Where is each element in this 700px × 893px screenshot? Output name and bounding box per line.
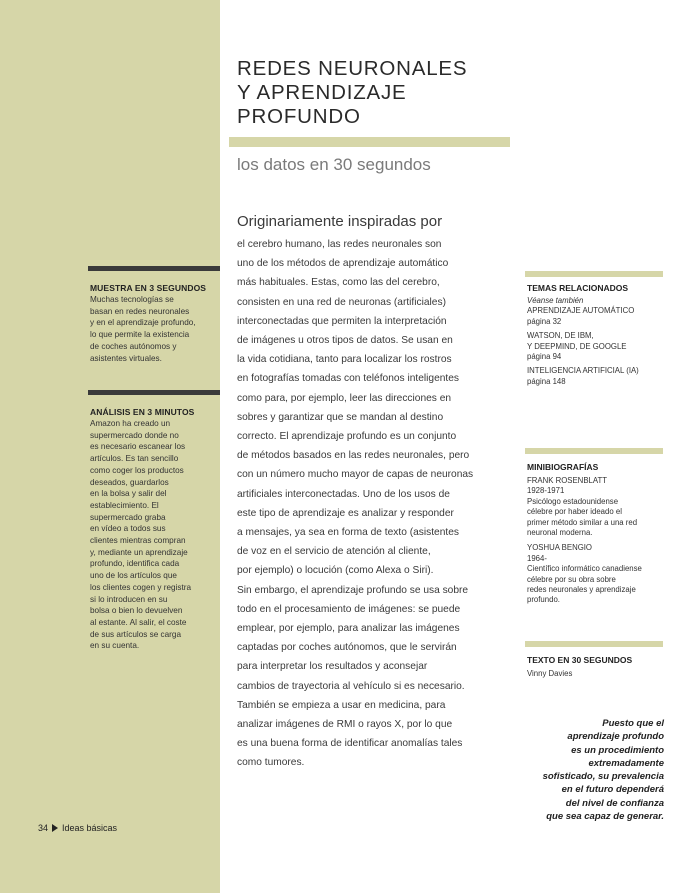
pull-quote <box>518 717 664 823</box>
bio-line: FRANK ROSENBLATT <box>527 476 608 485</box>
analisis-line: profundo, identifica cada <box>90 559 180 569</box>
analisis-line: uno de los artículos que <box>90 571 177 581</box>
sidebar-divider <box>88 266 220 271</box>
bio-line: YOSHUA BENGIO <box>527 543 592 553</box>
body-line: para interpretar los resultados y aconsejar <box>237 661 428 673</box>
analisis-line: en la bolsa y salir del <box>90 489 167 499</box>
quote-line: Puesto que el <box>602 718 664 729</box>
quote-line: sofisticado, su prevalencia <box>542 771 664 783</box>
body-line: cambios de trayectoria al vehículo si es necesario. <box>237 680 465 692</box>
muestra-line: de coches autónomos y <box>90 341 177 351</box>
muestra-line: basan en redes neuronales <box>90 306 190 316</box>
quote-line: del nivel de confianza <box>565 797 664 809</box>
right-divider <box>525 641 663 647</box>
body-line: captadas por coches autónomos, que le servirán <box>237 642 457 654</box>
body-line: interconectadas que permiten la interpretación <box>237 315 447 327</box>
temas-line: Y DEEPMIND, DE GOOGLE <box>527 341 627 351</box>
temas-body <box>527 296 639 387</box>
bio-line: primer método similar a una red <box>527 517 638 527</box>
right-divider <box>525 448 663 454</box>
body-line: todo en el procesamiento de imágenes: se puede <box>237 603 461 615</box>
body-line: analizar imágenes de RMI o rayos X, por lo que <box>237 719 453 731</box>
muestra-line: Muchas tecnologías se <box>90 295 174 304</box>
body-line: es una buena forma de identificar anomalías tales <box>237 738 463 750</box>
title-rule <box>229 137 510 147</box>
body-line: este tipo de aprendizaje es analizar y responder <box>237 507 454 519</box>
bio-line: 1964- <box>527 553 547 563</box>
temas-line: página 148 <box>527 376 566 386</box>
body-line: También se empieza a usar en medicina, para <box>237 699 446 711</box>
bio-line: 1928-1971 <box>527 486 565 496</box>
body-line: correcto. El aprendizaje profundo es un conjunto <box>237 431 457 443</box>
muestra-line: asistentes virtuales. <box>90 353 162 363</box>
body-line: de voz en el servicio de atención al cliente, <box>237 546 431 558</box>
page-title <box>237 57 517 129</box>
quote-line: es un procedimiento <box>571 744 664 756</box>
bio-line: neuronal moderna. <box>527 528 593 538</box>
texto-author: Vinny Davies <box>527 669 573 678</box>
analisis-line: bolsa o bien lo devuelven <box>90 606 183 616</box>
body-line: en fotografías tomadas con teléfonos inteligentes <box>237 373 460 385</box>
page-subtitle: los datos en 30 segundos <box>237 155 431 174</box>
body-line: Sin embargo, el aprendizaje profundo se usa sobre <box>237 584 469 596</box>
analisis-line: de sus artículos se carga <box>90 629 182 639</box>
analisis-line: como coger los productos <box>90 465 184 475</box>
analisis-line: si lo introducen en su <box>90 594 168 604</box>
temas-line: página 32 <box>527 316 562 326</box>
quote-line: que sea capaz de generar. <box>546 811 664 823</box>
quote-line: extremadamente <box>588 757 664 769</box>
body-line: artificiales interconectadas. Uno de los usos de <box>237 488 450 500</box>
muestra-line: lo que permite la existencia <box>90 330 190 340</box>
analisis-line: deseados, guardarlos <box>90 477 169 487</box>
analisis-title: ANÁLISIS EN 3 MINUTOS <box>90 407 195 417</box>
bio-line: redes neuronales y aprendizaje <box>527 585 636 595</box>
bio-line: célebre por su obra sobre <box>527 574 616 584</box>
see-also-label: Véanse también <box>527 296 584 305</box>
temas-title: TEMAS RELACIONADOS <box>527 283 629 293</box>
analisis-line: y, mediante un aprendizaje <box>90 547 188 557</box>
analisis-line: supermercado graba <box>90 512 166 522</box>
body-line: con un número mucho mayor de capas de neuronas <box>237 469 474 481</box>
analisis-line: establecimiento. El <box>90 500 159 510</box>
bio-line: profundo. <box>527 595 560 605</box>
body-line: por ejemplo) o locución (como Alexa o Siri). <box>237 565 434 577</box>
texto-title: TEXTO EN 30 SEGUNDOS <box>527 655 633 665</box>
body-line: emplear, por ejemplo, para analizar las imágenes <box>237 623 460 635</box>
quote-line: en el futuro dependerá <box>561 784 664 796</box>
title-line: REDES NEURONALES <box>237 57 468 80</box>
muestra-line: y en el aprendizaje profundo, <box>90 318 196 328</box>
bio-line: Científico informático canadiense <box>527 564 642 574</box>
muestra-body <box>90 294 196 364</box>
title-line: PROFUNDO <box>237 105 361 128</box>
analisis-line: Amazon ha creado un <box>90 419 171 428</box>
analisis-body <box>90 418 191 652</box>
temas-line: APRENDIZAJE AUTOMÁTICO <box>527 306 635 316</box>
main-body <box>237 235 513 773</box>
arrow-right-icon <box>52 824 58 832</box>
body-line: a mensajes, ya sea en forma de texto (asistentes <box>237 527 459 539</box>
body-line: sobres y garantizar que se mandan al destino <box>237 411 444 423</box>
analisis-line: clientes mientras compran <box>90 536 186 546</box>
body-line: como para, por ejemplo, leer las direcciones en <box>237 392 452 404</box>
body-line: de métodos basados en las redes neuronales, pero <box>237 450 470 462</box>
body-line: uno de los métodos de aprendizaje automático <box>237 258 449 270</box>
analisis-line: los clientes cogen y registra <box>90 582 192 592</box>
right-divider <box>525 271 663 277</box>
quote-line: aprendizaje profundo <box>567 731 664 743</box>
analisis-line: artículos. Es tan sencillo <box>90 454 179 464</box>
temas-line: página 94 <box>527 352 562 362</box>
analisis-line: al estante. Al salir, el coste <box>90 617 187 627</box>
mini-title: MINIBIOGRAFÍAS <box>527 462 599 472</box>
body-line: como tumores. <box>237 757 305 769</box>
analisis-line: es necesario escanear los <box>90 442 186 452</box>
mini-body <box>527 476 642 606</box>
bio-line: célebre por haber ideado el <box>527 507 622 517</box>
sidebar-panel <box>0 0 220 893</box>
analisis-line: en su cuenta. <box>90 641 140 651</box>
body-line: la vida cotidiana, tanto para localizar los rostros <box>237 354 452 366</box>
analisis-line: supermercado donde no <box>90 430 179 440</box>
muestra-title: MUESTRA EN 3 SEGUNDOS <box>90 283 207 293</box>
body-line: de imágenes u otros tipos de datos. Se usan en <box>237 335 453 347</box>
page-footer <box>38 823 117 833</box>
sidebar-divider <box>88 390 220 395</box>
bio-line: Psicólogo estadounidense <box>527 496 619 506</box>
body-line: consisten en una red de neuronas (artificiales) <box>237 296 446 308</box>
temas-line: WATSON, DE IBM, <box>527 331 594 341</box>
title-line: Y APRENDIZAJE <box>237 81 407 104</box>
analisis-line: en vídeo a todos sus <box>90 524 166 534</box>
page-number: 34 <box>38 823 49 833</box>
intro-heading: Originariamente inspiradas por <box>237 213 443 230</box>
body-line: el cerebro humano, las redes neuronales son <box>237 239 442 250</box>
temas-line: INTELIGENCIA ARTIFICIAL (IA) <box>527 366 639 376</box>
section-name: Ideas básicas <box>62 823 118 833</box>
body-line: más habituales. Estas, como las del cerebro, <box>237 277 440 289</box>
